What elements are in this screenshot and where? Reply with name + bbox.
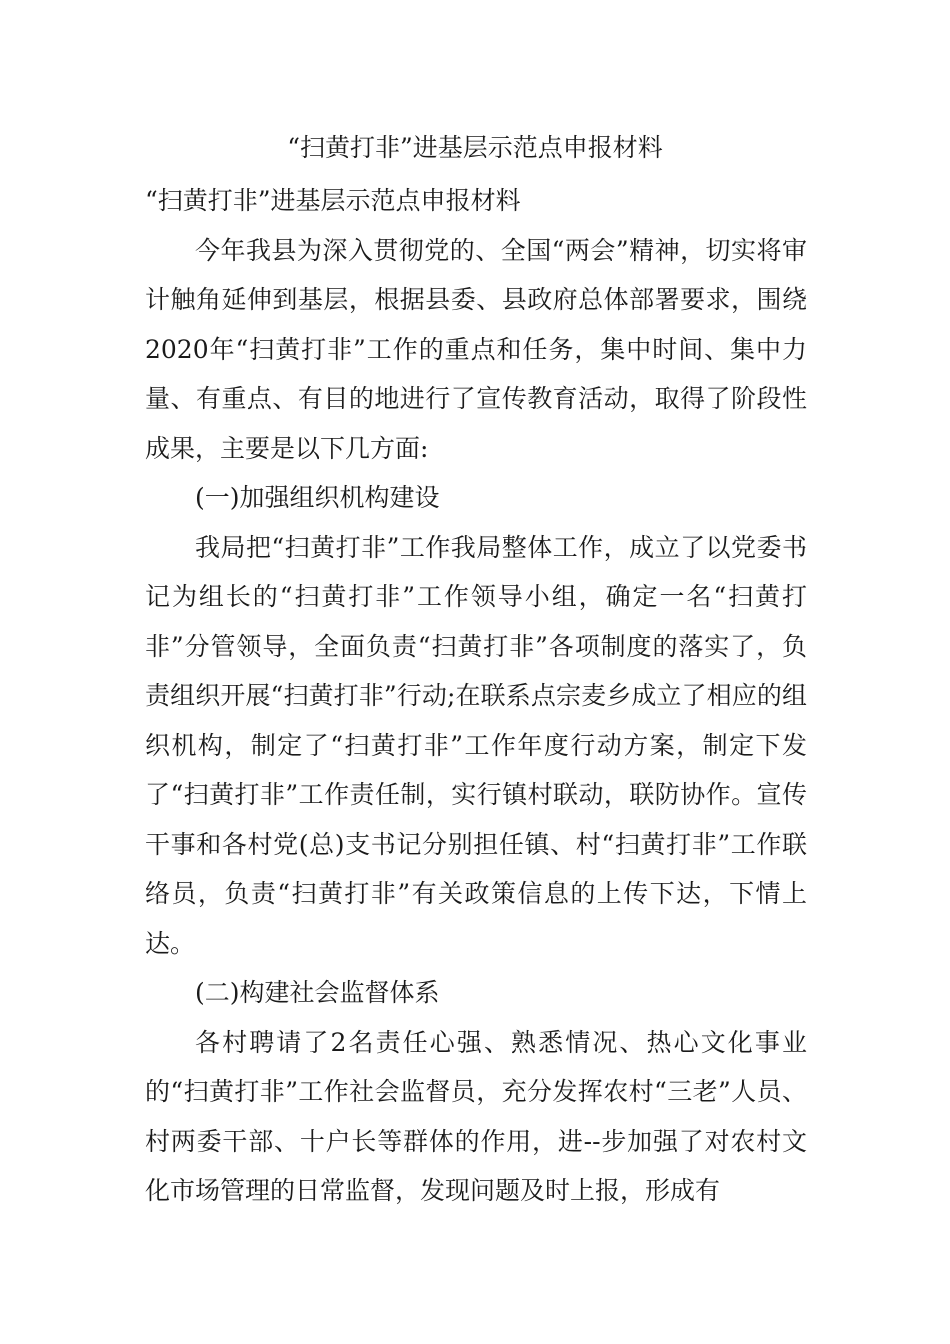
paragraph-organization: 我局把“扫黄打非”工作我局整体工作，成立了以党委书记为组长的“扫黄打非”工作领导小组，确定一名“扫黄打非”分管领导，全面负责“扫黄打非”各项制度的落实了，负责组织开展“扫黄打非”行动;在联系点宗麦乡成立了相应的组织机构，制定了“扫黄打非”工作年度行动方案，制定下发了“扫黄打非”工作责任制，实行镇村联动，联防协作。宣传干事和各村党(总)支书记分别担任镇、村“扫黄打非”工作联络员，负责“扫黄打非”有关政策信息的上传下达，下情上达。 bbox=[145, 532, 807, 958]
paragraph-supervision: 各村聘请了2名责任心强、熟悉情况、热心文化事业的“扫黄打非”工作社会监督员，充分发挥农村“三老”人员、村两委干部、十户长等群体的作用，进--步加强了对农村文化市场管理的日常监督，发现问题及时上报，形成有 bbox=[145, 1027, 807, 1205]
document-body bbox=[145, 176, 807, 1216]
section-heading-2: (二)构建社会监督体系 bbox=[195, 978, 440, 1007]
section-heading-1: (一)加强组织机构建设 bbox=[195, 483, 440, 512]
document-subtitle: “扫黄打非”进基层示范点申报材料 bbox=[145, 186, 521, 215]
document-title: “扫黄打非”进基层示范点申报材料 bbox=[287, 133, 663, 162]
paragraph-intro: 今年我县为深入贯彻党的、全国“两会”精神，切实将审计触角延伸到基层，根据县委、县政府总体部署要求，围绕2020年“扫黄打非”工作的重点和任务，集中时间、集中力量、有重点、有目的地进行了宣传教育活动，取得了阶段性成果，主要是以下几方面: bbox=[145, 235, 807, 463]
